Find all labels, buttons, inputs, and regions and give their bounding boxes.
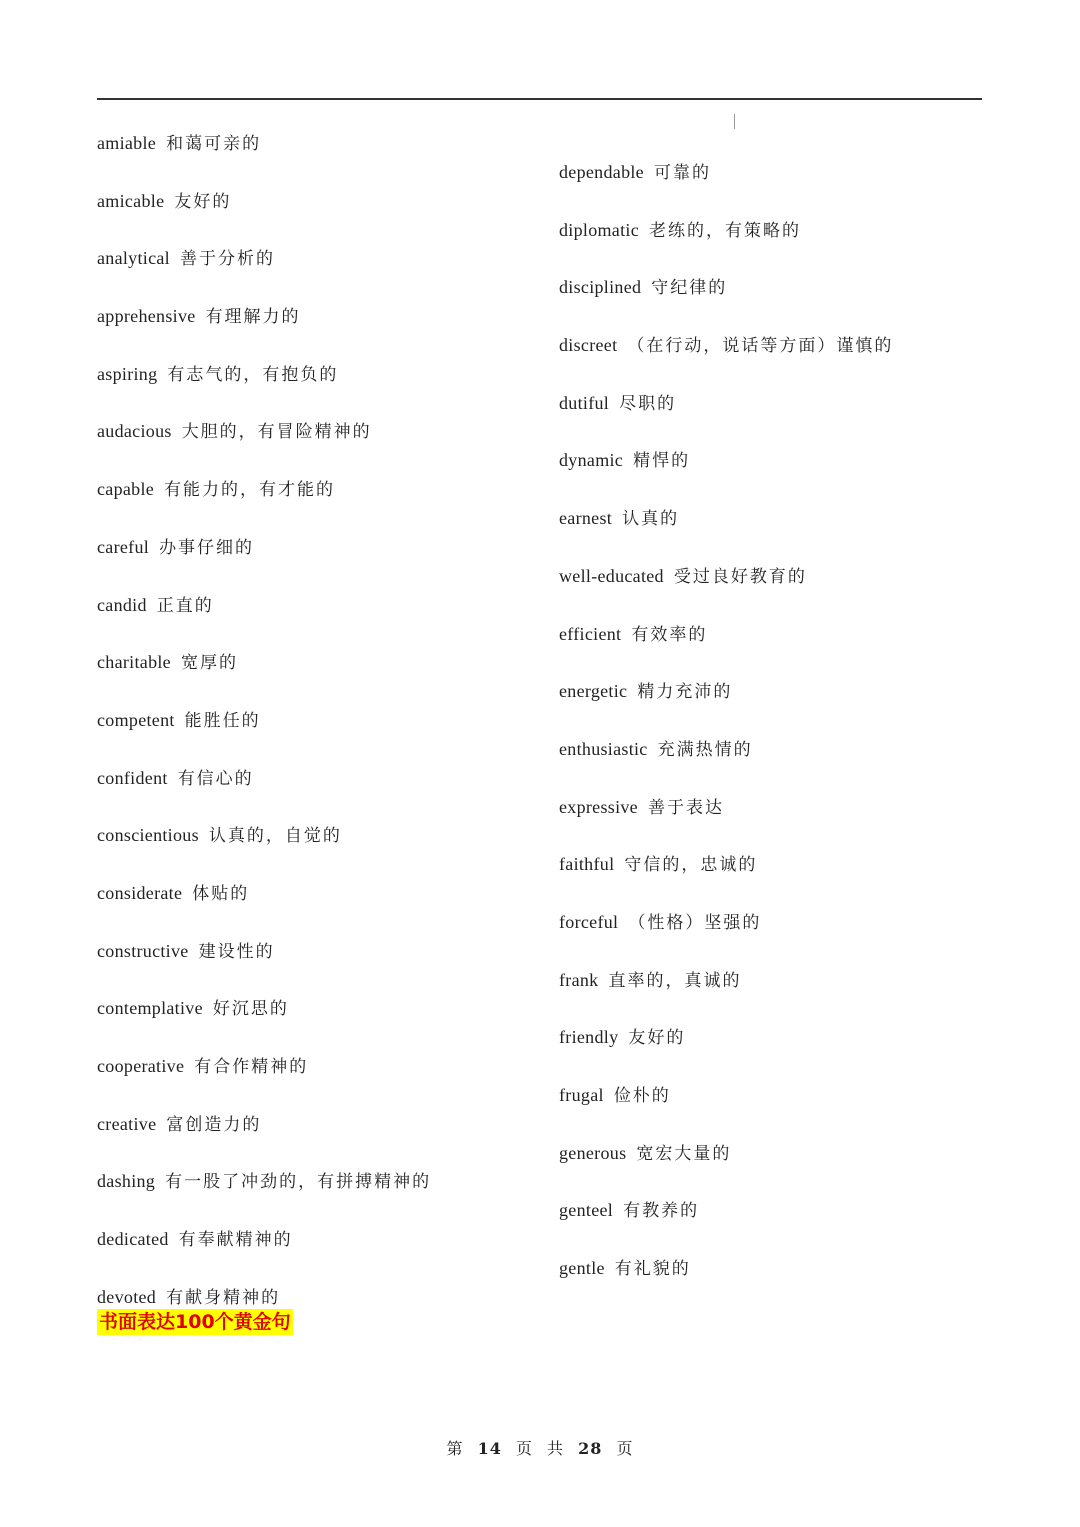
vocab-entry <box>559 275 893 333</box>
vocab-entry <box>559 391 893 449</box>
vocab-word: creative <box>97 1113 157 1134</box>
vocab-entry <box>559 852 893 910</box>
vocab-meaning: 精力充沛的 <box>637 682 733 703</box>
vocab-entry <box>559 1083 893 1141</box>
vocab-word: dashing <box>97 1171 156 1192</box>
vocab-entry <box>97 1169 431 1227</box>
vocab-entry <box>97 593 431 651</box>
vocab-word: forceful <box>559 911 619 932</box>
vocab-meaning: 友好的 <box>628 1028 686 1049</box>
vocab-entry <box>559 564 893 622</box>
vocab-meaning: 好沉思的 <box>212 999 289 1020</box>
vocab-word: cooperative <box>97 1056 185 1076</box>
highlighted-heading: 书面表达100个黄金句 <box>99 1311 291 1333</box>
vocab-meaning: 有一股了冲劲的，有拼搏精神的 <box>165 1172 432 1193</box>
vocab-meaning: 守纪律的 <box>651 278 728 299</box>
vocab-entry <box>559 1256 893 1314</box>
vocab-entry <box>559 448 893 506</box>
footer-prefix: 第 <box>446 1439 464 1458</box>
vocab-entry <box>559 1141 893 1199</box>
vocab-meaning: 精悍的 <box>633 451 691 472</box>
vocab-entry <box>97 881 431 939</box>
vocab-meaning: 和蔼可亲的 <box>166 134 262 154</box>
vocab-word: gentle <box>559 1258 605 1279</box>
vocab-meaning: 老练的，有策略的 <box>648 220 801 241</box>
vocab-word: confident <box>97 767 168 788</box>
vocab-word: careful <box>97 536 150 557</box>
vocab-entry <box>97 1227 431 1285</box>
vocab-word: devoted <box>97 1286 157 1307</box>
total-pages: 28 <box>578 1439 603 1458</box>
vocab-meaning: 富创造力的 <box>166 1114 262 1135</box>
vocab-meaning: 宽宏大量的 <box>636 1143 732 1164</box>
vocab-meaning: 尽职的 <box>619 393 677 414</box>
vocab-entry <box>97 650 431 708</box>
vocab-meaning: 友好的 <box>174 191 232 212</box>
vocab-meaning: 认真的，自觉的 <box>208 826 342 847</box>
vocab-word: amiable <box>97 133 157 153</box>
vocab-word: well-educated <box>559 565 664 586</box>
vocab-meaning: 直率的，真诚的 <box>608 970 742 991</box>
vocab-meaning: 有献身精神的 <box>166 1287 281 1308</box>
vocab-word: expressive <box>559 796 638 817</box>
vocab-entry <box>559 795 893 853</box>
vocab-word: generous <box>559 1142 627 1163</box>
vocab-word: enthusiastic <box>559 738 648 759</box>
vocab-entry <box>97 477 431 535</box>
vocab-word: amicable <box>97 190 165 211</box>
vocab-word: dynamic <box>559 450 624 471</box>
vocab-meaning: 俭朴的 <box>613 1086 671 1106</box>
vocab-word: efficient <box>559 623 622 644</box>
vocab-entry <box>97 766 431 824</box>
vocab-entry <box>97 189 431 247</box>
vocab-word: frank <box>559 969 599 990</box>
vocab-meaning: 善于表达 <box>647 797 724 818</box>
vocab-entry <box>97 939 431 997</box>
vocab-meaning: 有志气的，有抱负的 <box>167 364 339 385</box>
vocab-word: earnest <box>559 508 613 529</box>
vocab-meaning: 有能力的，有才能的 <box>164 480 336 501</box>
vocab-entry <box>97 535 431 593</box>
vocab-entry <box>559 737 893 795</box>
footer-page-unit: 页 <box>515 1439 533 1458</box>
column-marker <box>734 114 735 129</box>
vocab-word: frugal <box>559 1085 604 1105</box>
vocab-word: dedicated <box>97 1229 169 1250</box>
vocab-entry <box>97 246 431 304</box>
vocab-meaning: 办事仔细的 <box>159 537 255 558</box>
vocab-entry <box>559 1198 893 1256</box>
vocab-word: dependable <box>559 162 644 182</box>
vocab-entry <box>559 218 893 276</box>
vocab-meaning: 有合作精神的 <box>194 1057 309 1077</box>
vocab-entry <box>559 910 893 968</box>
vocab-entry <box>559 1025 893 1083</box>
vocab-entry <box>559 968 893 1026</box>
vocab-meaning: 有效率的 <box>631 624 708 645</box>
vocab-word: genteel <box>559 1200 614 1221</box>
vocab-word: candid <box>97 594 147 615</box>
vocab-meaning: 有奉献精神的 <box>178 1230 293 1251</box>
vocab-word: capable <box>97 479 155 500</box>
vocab-entry <box>97 131 431 189</box>
vocab-meaning: 守信的，忠诚的 <box>624 855 758 876</box>
vocab-meaning: 能胜任的 <box>184 710 261 731</box>
vocab-entry <box>97 304 431 362</box>
footer-total-prefix: 共 <box>547 1439 565 1458</box>
vocab-entry <box>559 679 893 737</box>
vocab-word: considerate <box>97 882 183 903</box>
vocab-meaning: 体贴的 <box>192 883 250 904</box>
vocab-word: constructive <box>97 940 189 961</box>
vocab-meaning: （在行动，说话等方面）谨慎的 <box>627 336 894 357</box>
vocab-entry <box>97 1054 431 1112</box>
footer-total-unit: 页 <box>616 1439 634 1458</box>
vocab-entry <box>559 506 893 564</box>
vocab-entry <box>559 622 893 680</box>
vocab-meaning: 正直的 <box>156 595 214 616</box>
vocab-word: diplomatic <box>559 219 639 240</box>
vocab-entry <box>97 362 431 420</box>
vocab-entry <box>559 160 893 218</box>
page-number: 14 <box>477 1439 502 1458</box>
page-footer <box>0 1436 1080 1459</box>
vocab-list-right <box>559 160 893 1314</box>
vocab-meaning: （性格）坚强的 <box>628 912 762 933</box>
vocab-meaning: 有信心的 <box>177 768 254 789</box>
vocab-list-left <box>97 131 431 1342</box>
vocab-word: dutiful <box>559 392 610 413</box>
vocab-entry <box>97 708 431 766</box>
vocab-word: analytical <box>97 248 170 269</box>
vocab-word: faithful <box>559 854 615 875</box>
vocab-meaning: 受过良好教育的 <box>673 566 807 587</box>
vocab-entry <box>559 333 893 391</box>
vocab-meaning: 大胆的，有冒险精神的 <box>181 422 372 443</box>
vocab-meaning: 宽厚的 <box>180 653 238 674</box>
vocab-meaning: 善于分析的 <box>179 249 275 270</box>
vocab-word: competent <box>97 709 175 730</box>
vocab-word: discreet <box>559 335 618 356</box>
vocab-meaning: 有教养的 <box>623 1201 700 1222</box>
vocab-entry <box>97 996 431 1054</box>
vocab-word: audacious <box>97 421 172 442</box>
vocab-word: disciplined <box>559 277 642 298</box>
vocab-word: friendly <box>559 1027 619 1048</box>
vocab-meaning: 有理解力的 <box>205 307 301 328</box>
vocab-entry <box>97 1112 431 1170</box>
vocab-word: energetic <box>559 681 628 702</box>
vocab-word: apprehensive <box>97 306 196 327</box>
vocab-word: aspiring <box>97 363 158 384</box>
vocab-word: contemplative <box>97 998 203 1019</box>
vocab-entry <box>97 823 431 881</box>
vocab-meaning: 认真的 <box>622 509 680 530</box>
vocab-word: charitable <box>97 652 171 673</box>
vocab-meaning: 建设性的 <box>198 941 275 962</box>
header-rule <box>97 98 982 100</box>
vocab-word: conscientious <box>97 825 199 846</box>
vocab-meaning: 可靠的 <box>653 163 711 183</box>
vocab-entry <box>97 419 431 477</box>
vocab-meaning: 有礼貌的 <box>614 1259 691 1280</box>
vocab-meaning: 充满热情的 <box>657 739 753 760</box>
